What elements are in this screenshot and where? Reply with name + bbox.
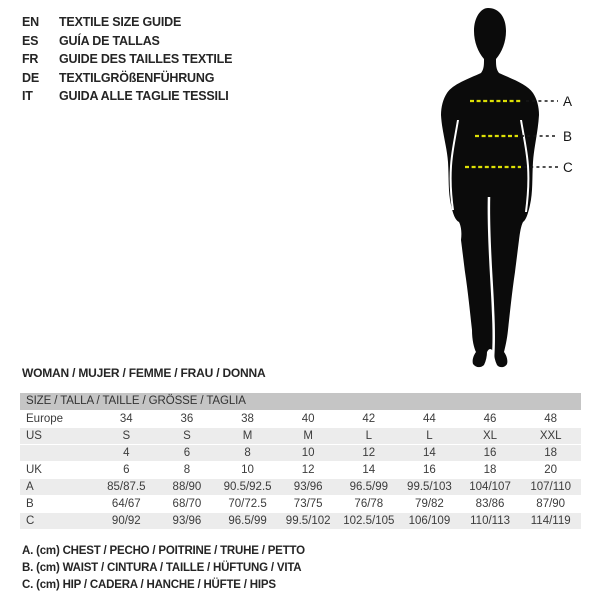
lang-row-de [22, 69, 232, 88]
size-cell: 64/67 [111, 498, 141, 510]
size-cell: 14 [423, 447, 436, 459]
size-cell: 107/110 [530, 481, 572, 493]
size-cell: 12 [362, 447, 376, 459]
size-cell: 93/96 [293, 481, 323, 493]
size-cell: 79/82 [415, 498, 444, 510]
size-cell: 48 [544, 413, 558, 425]
lang-title: GUIDE DES TAILLES TEXTILE [59, 52, 233, 66]
lang-row-it [22, 87, 232, 106]
size-cell: 6 [183, 447, 191, 459]
size-cell: 87/90 [536, 498, 566, 510]
row-label: A [26, 481, 34, 493]
size-cell: 96.5/99 [349, 481, 388, 493]
section-title-woman: WOMAN / MUJER / FEMME / FRAU / DONNA [22, 366, 266, 380]
lang-title: TEXTILE SIZE GUIDE [59, 15, 182, 29]
marker-letter-a: A [563, 94, 573, 109]
size-cell: 18 [483, 464, 497, 476]
size-cell: 93/96 [172, 515, 202, 527]
size-cell: 73/75 [293, 498, 323, 510]
row-label: Europe [26, 413, 64, 425]
size-cell: 8 [244, 447, 251, 459]
size-cell: 10 [241, 464, 254, 476]
legend-hip: C. (cm) HIP / CADERA / HANCHE / HÜFTE / HIPS [22, 579, 276, 591]
size-cell: 18 [544, 447, 558, 459]
size-cell: 99.5/103 [407, 481, 452, 493]
size-cell: 106/109 [408, 515, 451, 527]
size-cell: 16 [423, 464, 436, 476]
size-cell: 34 [119, 413, 133, 425]
lang-row-fr [22, 50, 232, 69]
row-label: US [26, 430, 42, 442]
lang-row-en [22, 13, 232, 32]
marker-letter-c: C [563, 160, 573, 175]
marker-letter-b: B [563, 129, 573, 144]
size-cell: 110/113 [470, 515, 510, 527]
table-row-uk [20, 461, 581, 478]
lang-code: IT [22, 89, 33, 103]
lang-row-es [22, 32, 232, 51]
size-cell: 10 [301, 447, 315, 459]
size-cell: 20 [544, 464, 558, 476]
size-cell: 42 [362, 413, 376, 425]
size-cell: 46 [483, 413, 497, 425]
size-cell: 44 [423, 413, 436, 425]
size-cell: L [426, 430, 433, 442]
size-cell: 6 [123, 464, 130, 476]
table-row-waist-b [20, 495, 581, 512]
size-cell: M [242, 430, 253, 442]
size-cell: 16 [483, 447, 497, 459]
table-row-us-numeric [20, 444, 581, 461]
size-cell: L [365, 430, 373, 442]
size-cell: 88/90 [172, 481, 202, 493]
size-cell: S [122, 430, 131, 442]
lang-title: TEXTILGRÖßENFÜHRUNG [59, 70, 215, 85]
size-cell: 38 [241, 413, 254, 425]
size-cell: 12 [301, 464, 315, 476]
size-cell: 90.5/92.5 [223, 481, 272, 493]
size-cell: S [183, 430, 191, 442]
size-cell: 68/70 [172, 498, 202, 510]
legend-waist: B. (cm) WAIST / CINTURA / TAILLE / HÜFTUNG / VITA [22, 562, 302, 574]
table-row-europe [20, 410, 581, 427]
table-row-us [20, 427, 581, 444]
size-cell: 76/78 [354, 498, 384, 510]
size-cell: 83/86 [475, 498, 505, 510]
woman-silhouette [441, 8, 539, 367]
size-table-header: SIZE / TALLA / TAILLE / GRÖSSE / TAGLIA [20, 393, 581, 410]
size-cell: 85/87.5 [107, 481, 146, 493]
lang-code: ES [22, 33, 39, 48]
lang-title: GUÍA DE TALLAS [59, 33, 160, 48]
row-label: B [26, 498, 34, 510]
size-cell: 14 [362, 464, 376, 476]
size-cell: 96.5/99 [228, 515, 267, 527]
table-row-hip-c [20, 512, 581, 529]
measurement-figure [420, 0, 600, 380]
row-label [20, 445, 96, 461]
size-cell: 102.5/105 [343, 515, 395, 527]
row-label: UK [26, 464, 42, 476]
size-cell: 36 [180, 413, 194, 425]
lang-code: EN [22, 15, 39, 29]
size-cell: 70/72.5 [228, 498, 267, 510]
woman-silhouette-diagram [420, 0, 600, 380]
size-cell: 4 [123, 447, 130, 459]
size-cell: 114/119 [530, 515, 571, 527]
size-cell: 99.5/102 [285, 515, 331, 527]
row-label: C [26, 515, 35, 527]
measurement-legend [22, 543, 305, 594]
size-cell: 104/107 [469, 481, 511, 493]
lang-code: DE [22, 70, 39, 85]
size-cell: 8 [183, 464, 191, 476]
legend-chest: A. (cm) CHEST / PECHO / POITRINE / TRUHE / PETTO [22, 545, 305, 557]
size-cell: 90/92 [111, 515, 141, 527]
lang-code: FR [22, 52, 39, 66]
size-cell: 40 [301, 413, 315, 425]
language-title-block [22, 13, 232, 106]
table-row-chest-a [20, 478, 581, 495]
lang-title: GUIDA ALLE TAGLIE TESSILI [59, 89, 229, 103]
size-cell: M [303, 430, 313, 442]
size-table [20, 393, 581, 529]
size-cell: XXL [539, 430, 562, 442]
size-cell: XL [483, 430, 498, 442]
